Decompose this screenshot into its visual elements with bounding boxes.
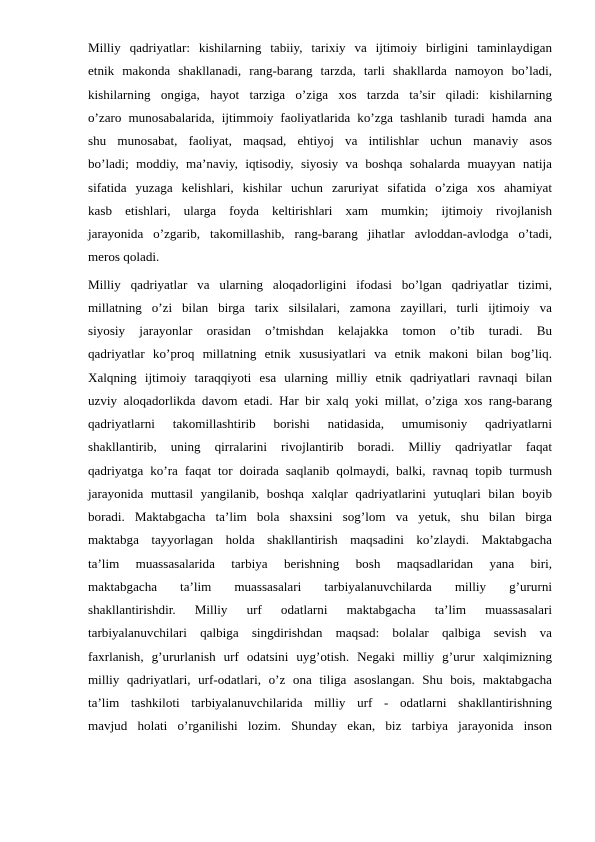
text-line: kasb etishlari, ularga foyda keltirishlari xam mumkin; ijtimoiy rivojlanish (88, 202, 552, 218)
text-line: qadriyatlar ko’proq millatning etnik xususiyatlari va etnik makoni bilan bog’liq. (88, 346, 552, 362)
text-line: maktabgacha ta’lim muassasalari tarbiyalanuvchilarda milliy g’ururni (88, 578, 552, 594)
text-line: tarbiyalanuvchilari qalbiga singdirishdan maqsad: bolalar qalbiga sevish va (88, 625, 552, 641)
text-line: maktabga tayyorlagan holda shakllantirish maqsadini ko’zlaydi. Maktabgacha (88, 532, 552, 548)
text-line: millatning o’zi bilan birga tarix silsilalari, zamona zayillari, turli ijtimoiy va (88, 299, 552, 315)
text-line: shakllantirishdir. Milliy urf odatlarni maktabgacha ta’lim muassasalari (88, 602, 552, 617)
text-line: ta’lim muassasalarida tarbiya berishning bosh maqsadlaridan yana biri, (88, 555, 552, 571)
text-line: shakllantirib, uning qirralarini rivojlantirib boradi. Milliy qadriyatlar faqat (88, 439, 552, 455)
text-line: jarayonida o’zgarib, takomillashib, rang-barang jihatlar avloddan-avlodga o’tadi, (88, 226, 552, 241)
text-line: Milliy qadriyatlar va ularning aloqadorligini ifodasi bo’lgan qadriyatlar tizimi, (88, 276, 552, 292)
text-line: qadriyatlarni takomillashtirib borishi natidasida, umumisoniy qadriyatlarni (88, 416, 552, 431)
text-line: o’zaro munosabalarida, ijtimmoiy faoliyatlarida ko’zga tashlanib turadi hamda ana (88, 109, 552, 125)
text-line: ta’lim tashkiloti tarbiyalanuvchilarida milliy urf - odatlarni shakllantirishning (88, 695, 552, 710)
text-line: etnik makonda shakllanadi, rang-barang tarzda, tarli shakllarda namoyon bo’ladi, (88, 63, 552, 79)
paragraph-1 (88, 36, 552, 269)
text-line: meros qoladi. (88, 249, 160, 265)
text-line: faxrlanish, g’ururlanish urf odatsini uyg’otish. Negaki milliy g’urur xalqimizning (88, 648, 552, 664)
text-line: Milliy qadriyatlar: kishilarning tabiiy, tarixiy va ijtimoiy birligini taminlaydigan (88, 40, 552, 55)
text-line: shu munosabat, faoliyat, maqsad, ehtiyoj va intilishlar uchun manaviy asos (88, 133, 552, 148)
text-line: qadriyatga ko’ra faqat tor doirada saqlanib qolmaydi, balki, ravnaq topib turmush (88, 462, 552, 478)
text-line: jarayonida muttasil yangilanib, boshqa xalqlar qadriyatlarini yutuqlari bilan boyib (88, 485, 552, 501)
text-line: bo’ladi; moddiy, ma’naviy, iqtisodiy, siyosiy va boshqa sohalarda muayyan natija (88, 156, 552, 172)
paragraph-2 (88, 273, 552, 738)
text-line: sifatida yuzaga kelishlari, kishilar uchun zaruriyat sifatida o’ziga xos ahamiyat (88, 179, 552, 195)
text-line: milliy qadriyatlari, urf-odatlari, o’z ona tiliga asoslangan. Shu bois, maktabgacha (88, 671, 552, 687)
text-line: boradi. Maktabgacha ta’lim bola shaxsini sog’lom va yetuk, shu bilan birga (88, 509, 552, 524)
text-line: kishilarning ongiga, hayot tarziga o’ziga xos tarzda ta’sir qiladi: kishilarning (88, 86, 552, 102)
document-page (88, 36, 552, 738)
text-line: uzviy aloqadorlikda davom etadi. Har bir xalq yoki millat, o’ziga xos rang-barang (88, 392, 552, 408)
text-line: mavjud holati o’rganilishi lozim. Shunday ekan, biz tarbiya jarayonida inson (88, 718, 552, 734)
text-line: siyosiy jarayonlar orasidan o’tmishdan kelajakka tomon o’tib turadi. Bu (88, 323, 552, 338)
text-line: Xalqning ijtimoiy taraqqiyoti esa ularning milliy etnik qadriyatlari ravnaqi bilan (88, 369, 552, 385)
